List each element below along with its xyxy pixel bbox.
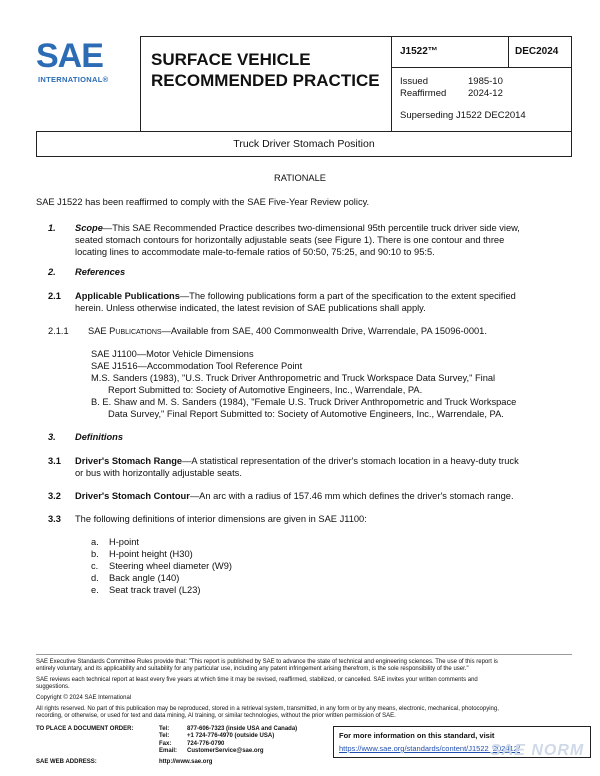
list-item: H-point (109, 537, 139, 547)
section-1-scope: Scope—This SAE Recommended Practice describes two-dimensional 95th percentile truck driver side view, (75, 223, 520, 233)
list-item: Back angle (140) (109, 573, 180, 583)
reaffirmed-label: Reaffirmed (400, 88, 447, 99)
issued-label: Issued (400, 76, 428, 87)
section-3-2-text: Driver's Stomach Contour—An arc with a radius of 157.46 mm which defines the driver's stomach range. (75, 491, 514, 501)
section-1-number: 1. (48, 223, 56, 233)
doc-date-box (509, 36, 572, 68)
rationale-text: SAE J1522 has been reaffirmed to comply with the SAE Five-Year Review policy. (36, 197, 370, 207)
section-3-2-number: 3.2 (48, 491, 61, 501)
section-3-1-number: 3.1 (48, 456, 61, 466)
footer-rules-line1: SAE Executive Standards Committee Rules provide that: "This report is published by SAE to advance the state of technical and engineering sciences. The use of this report is (36, 659, 498, 665)
sae-logo (36, 36, 126, 96)
section-3-1-text: Driver's Stomach Range—A statistical representation of the driver's stomach location in a heavy-duty truck (75, 456, 519, 466)
section-3-1-line2: or bus with horizontally adjustable seats. (75, 468, 242, 478)
list-marker: a. (91, 537, 99, 547)
footer-review-line2: suggestions. (36, 684, 70, 690)
list-item: H-point height (H30) (109, 549, 193, 559)
email-value[interactable]: CustomerService@sae.org (187, 748, 264, 754)
section-2-1-number: 2.1 (48, 291, 61, 301)
section-3-heading: Definitions (75, 432, 124, 442)
footer-divider (36, 654, 572, 655)
footer-review-line1: SAE reviews each technical report at least every five years at which time it may be revised, reaffirmed, stabilized, or cancelled. SAE invites your written comments and (36, 677, 478, 683)
document-type-box (140, 36, 392, 132)
list-marker: c. (91, 561, 99, 571)
fax-label: Fax: (159, 741, 172, 747)
list-item: Seat track travel (L23) (109, 585, 201, 595)
footer-rights-line1: All rights reserved. No part of this publication may be reproduced, stored in a retrieval system, transmitted, in any form or by any means, electronic, mechanical, photocopying, (36, 706, 499, 712)
rationale-heading: RATIONALE (273, 173, 326, 183)
section-3-3-text: The following definitions of interior dimensions are given in SAE J1100: (75, 514, 367, 524)
email-label: Email: (159, 748, 178, 754)
section-2-number: 2. (48, 267, 56, 277)
doc-number-box (392, 36, 509, 68)
doc-date: DEC2024 (515, 46, 559, 57)
list-marker: d. (91, 573, 99, 583)
doc-number: J1522™ (400, 46, 438, 57)
fax-value: 724-776-0790 (187, 741, 225, 747)
reference-sanders: M.S. Sanders (1983), "U.S. Truck Driver Anthropometric and Truck Workspace Data Survey," Final (91, 373, 496, 383)
reference-shaw: B. E. Shaw and M. S. Sanders (1984), "Female U.S. Truck Driver Anthropometric and Truck Workspace (91, 397, 517, 407)
web-link[interactable]: http://www.sae.org (159, 759, 213, 765)
footer-rules-line2: entirely voluntary, and its applicability and suitability for any particular use, including any patent infringement arising therefrom, is the sole responsibility of the user." (36, 666, 469, 672)
tel-label: Tel: (159, 726, 170, 732)
logo-subtext: INTERNATIONAL® (38, 75, 109, 84)
section-2-1-1-number: 2.1.1 (48, 326, 69, 336)
watermark: SAE NORM (490, 742, 585, 759)
logo-text: SAE (36, 37, 103, 75)
reference-shaw-line2: Data Survey," Final Report Submitted to: Society of Automotive Engineers, Inc., Warrendale, PA. (108, 409, 504, 419)
order-label: TO PLACE A DOCUMENT ORDER: (36, 726, 134, 732)
reaffirmed-value: 2024-12 (468, 88, 503, 99)
section-2-1-text: Applicable Publications—The following publications form a part of the specification to the extent specified (75, 291, 516, 301)
section-2-heading: References (75, 267, 126, 277)
more-info-text: For more information on this standard, visit (339, 731, 495, 740)
list-item: Steering wheel diameter (W9) (109, 561, 232, 571)
section-3-number: 3. (48, 432, 56, 442)
reference-j1516: SAE J1516—Accommodation Tool Reference Point (91, 361, 303, 371)
reference-j1100: SAE J1100—Motor Vehicle Dimensions (91, 349, 254, 359)
document-title: Truck Driver Stomach Position (36, 131, 572, 157)
more-info-link[interactable]: https://www.sae.org/standards/content/J1522_202412/ (339, 744, 520, 753)
section-1-line2: seated stomach contours for horizontally adjustable seats (see Figure 1). There is one contour and three (75, 235, 505, 245)
list-marker: e. (91, 585, 99, 595)
section-2-1-line2: herein. Unless otherwise indicated, the latest revision of SAE publications shall apply. (75, 303, 426, 313)
section-3-3-number: 3.3 (48, 514, 61, 524)
document-type: SURFACE VEHICLE RECOMMENDED PRACTICE (151, 50, 380, 90)
superseding: Superseding J1522 DEC2014 (400, 110, 526, 121)
section-2-1-1-text: SAE Publications—Available from SAE, 400 Commonwealth Drive, Warrendale, PA 15096-0001. (88, 326, 487, 336)
section-1-line3: locating lines to accommodate male-to-female ratios of 50:50, 75:25, and 90:10 to 95:5. (75, 247, 435, 257)
tel-value[interactable]: 877-606-7323 (inside USA and Canada) (187, 726, 298, 732)
tel2-label: Tel: (159, 733, 170, 739)
tel2-value[interactable]: +1 724-776-4970 (outside USA) (187, 733, 275, 739)
list-marker: b. (91, 549, 99, 559)
footer-rights-line2: recording, or otherwise, or used for text and data mining, AI training, or similar technologies, without the prior written permission of SAE. (36, 713, 396, 719)
reference-sanders-line2: Report Submitted to: Society of Automotive Engineers, Inc., Warrendale, PA. (108, 385, 423, 395)
issued-value: 1985-10 (468, 76, 503, 87)
web-label: SAE WEB ADDRESS: (36, 759, 97, 765)
footer-copyright: Copyright © 2024 SAE International (36, 695, 132, 701)
doc-history-box (392, 68, 572, 132)
